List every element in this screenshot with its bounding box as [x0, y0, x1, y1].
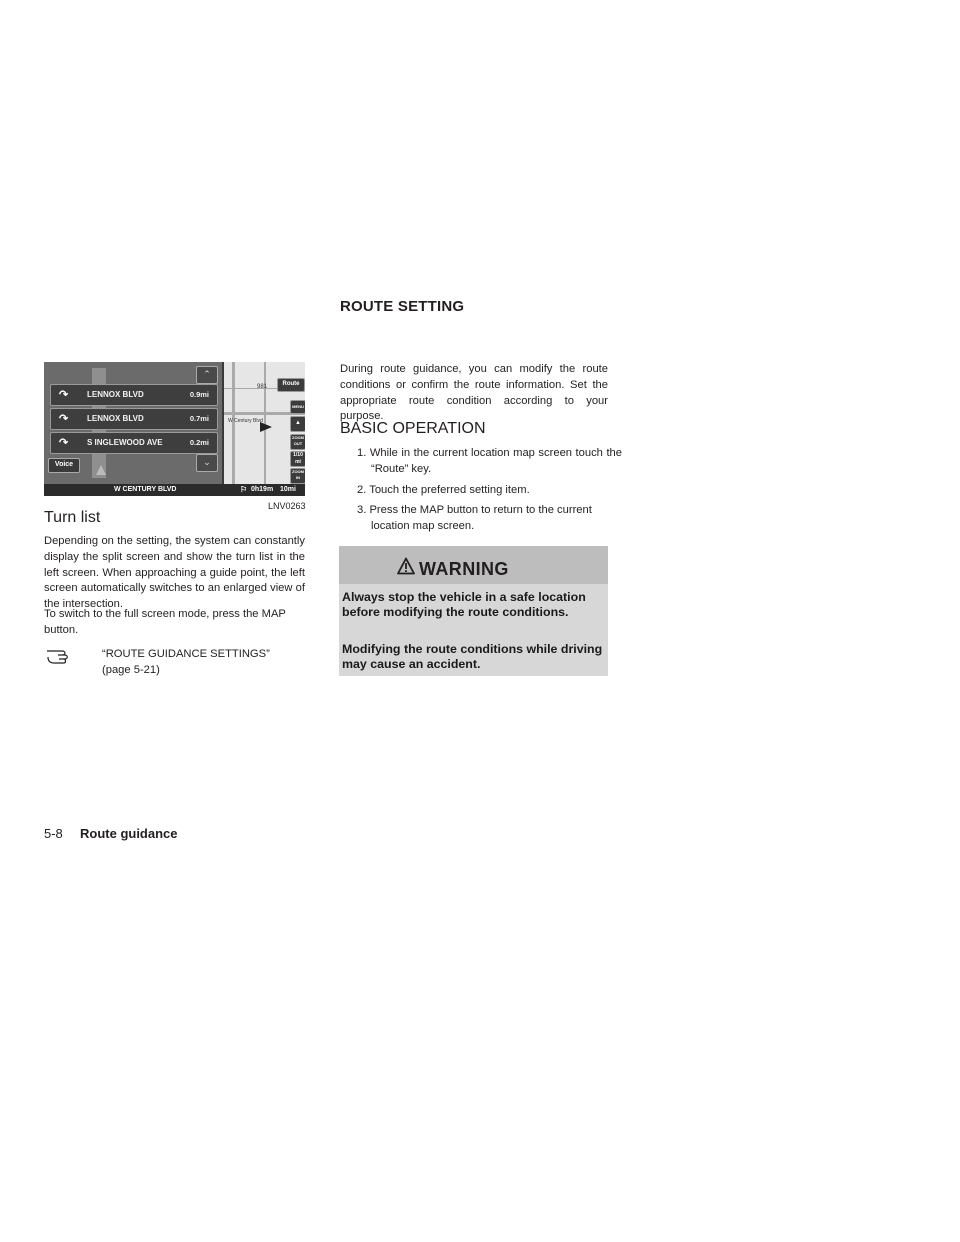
map-scale-unit: mi — [295, 459, 301, 465]
map-scale-value: 1/10 — [293, 452, 303, 458]
basic-operation-heading: BASIC OPERATION — [340, 420, 486, 437]
turn-list-paragraph: To switch to the full screen mode, press the MAP button. — [44, 608, 286, 636]
route-intro-paragraph: During route guidance, you can modify the route conditions or confirm the route information. Set the appropriate route condition according to your purpose. — [340, 363, 608, 423]
scroll-down-button[interactable]: ⌄ — [196, 454, 218, 472]
remaining-distance: 10mi — [280, 486, 296, 493]
map-pane — [224, 362, 305, 488]
turn-distance: 0.9mi — [189, 390, 209, 399]
flag-icon: ⚐ — [240, 485, 248, 494]
chapter-title: Route guidance — [80, 826, 178, 841]
scroll-up-button[interactable]: ⌃ — [196, 366, 218, 384]
zoom-in-button[interactable]: ZOOM IN — [290, 468, 305, 484]
section-title: ROUTE SETTING — [340, 298, 465, 315]
route-button[interactable]: Route — [277, 378, 305, 392]
map-scale-indicator — [290, 451, 305, 467]
step-item: 2. Touch the preferred setting item. — [357, 484, 530, 496]
turn-list-paragraph: Depending on the setting, the system can constantly display the split screen and show the turn list in the left screen. When approaching a guide point, the left screen automatically switches to an enlarged view of the intersection. — [44, 535, 305, 611]
warning-icon — [397, 557, 415, 580]
zoom-out-button[interactable]: ZOOM OUT — [290, 434, 305, 450]
map-road-label: 981 — [257, 384, 268, 390]
cross-reference-page: (page 5-21) — [102, 664, 160, 676]
current-street: W CENTURY BLVD — [114, 486, 177, 493]
warning-header — [339, 546, 608, 584]
turn-right-icon: ↷ — [59, 413, 69, 425]
map-road — [224, 388, 284, 389]
page-number: 5-8 — [44, 826, 63, 841]
cross-reference[interactable] — [102, 646, 270, 678]
turn-list-pane — [44, 362, 222, 488]
vehicle-position-icon — [96, 465, 106, 475]
menu-button[interactable]: MENU — [290, 400, 305, 414]
voice-button[interactable]: Voice — [48, 458, 80, 473]
turn-distance: 0.2mi — [189, 438, 209, 447]
turn-row[interactable] — [50, 432, 218, 454]
turn-distance: 0.7mi — [189, 414, 209, 423]
turn-list-heading: Turn list — [44, 509, 101, 526]
turn-street-name: S INGLEWOOD AVE — [87, 438, 163, 447]
cross-reference-title: “ROUTE GUIDANCE SETTINGS” — [102, 648, 270, 660]
warning-text: Modifying the route conditions while driving may cause an accident. — [342, 642, 603, 671]
turn-row[interactable] — [50, 384, 218, 406]
vehicle-icon — [260, 422, 272, 432]
status-bar — [44, 484, 305, 496]
figure-code: LNV0263 — [268, 501, 306, 511]
turn-right-icon: ↷ — [59, 389, 69, 401]
reference-hand-icon — [46, 647, 76, 670]
nav-screen-figure — [44, 362, 305, 496]
step-item: 3. Press the MAP button to return to the current location map screen. — [357, 504, 592, 532]
warning-title: WARNING — [419, 559, 509, 579]
north-up-icon: ▲ — [295, 420, 301, 426]
eta-time: 0h19m — [251, 486, 274, 493]
map-orientation-button[interactable] — [290, 416, 305, 432]
step-item: 1. While in the current location map screen touch the “Route” key. — [357, 447, 622, 475]
map-road-label: W Century Blvd — [228, 418, 263, 424]
turn-right-icon: ↷ — [59, 437, 69, 449]
warning-text: Always stop the vehicle in a safe location before modifying the route conditions. — [342, 590, 586, 619]
turn-street-name: LENNOX BLVD — [87, 390, 144, 399]
turn-street-name: LENNOX BLVD — [87, 414, 144, 423]
turn-row[interactable] — [50, 408, 218, 430]
warning-box — [339, 546, 608, 676]
